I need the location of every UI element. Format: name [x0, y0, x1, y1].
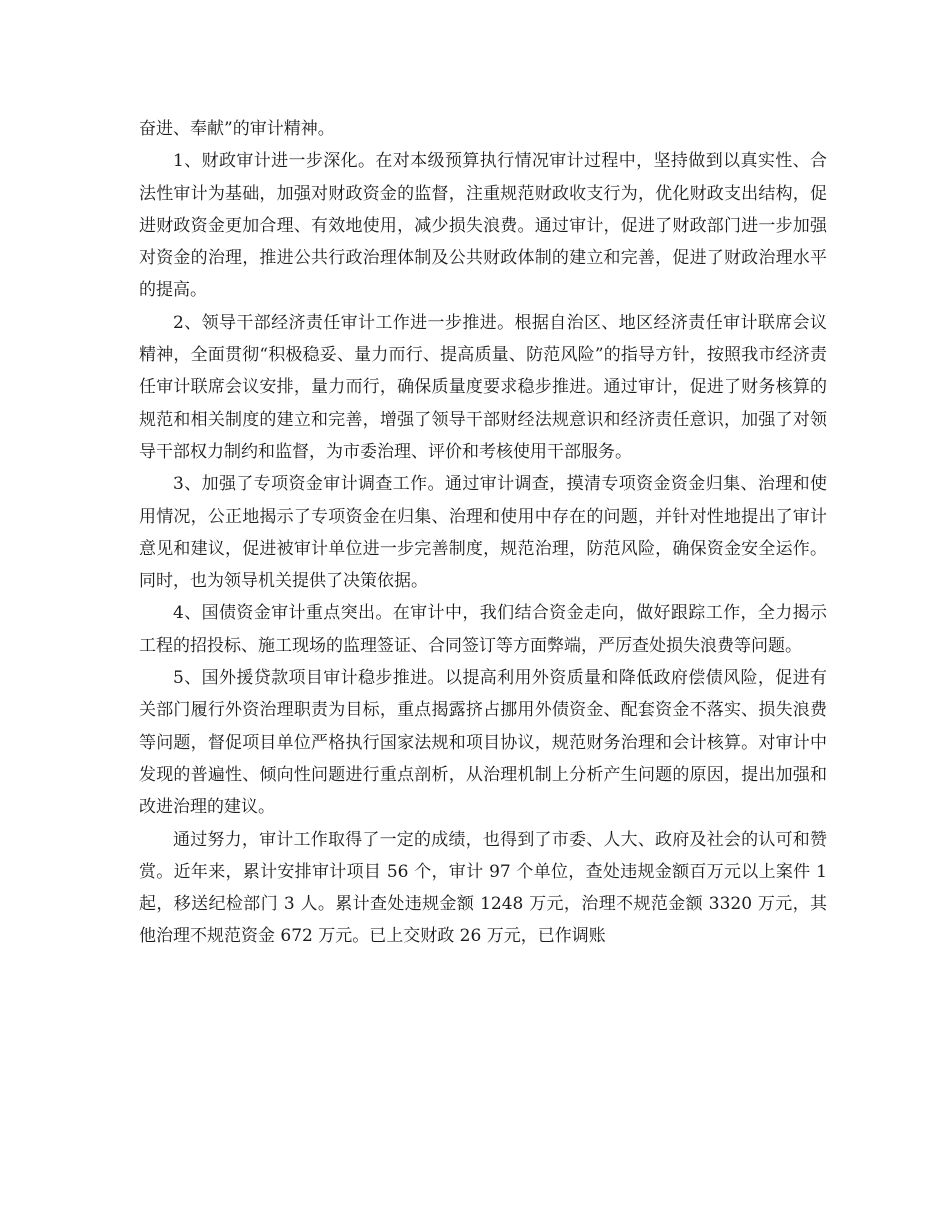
paragraph-fiscal-audit: 1、财政审计进一步深化。在对本级预算执行情况审计过程中，坚持做到以真实性、合法性审计为基础，加强对财政资金的监督，注重规范财政收支行为，优化财政支出结构，促进财政资金更加合理、有效地使用，减少损失浪费。通过审计，促进了财政部门进一步加强对资金的治理，推进公共行政治理体制及公共财政体制的建立和完善，促进了财政治理水平的提高。 [139, 151, 827, 301]
paragraph-special-funds-audit: 3、加强了专项资金审计调查工作。通过审计调查，摸清专项资金资金归集、治理和使用情况，公正地揭示了专项资金在归集、治理和使用中存在的问题，并针对性地提出了审计意见和建议，促进被审计单位进一步完善制度，规范治理，防范风险，确保资金安全运作。同时，也为领导机关提供了决策依据。 [139, 474, 827, 592]
paragraph-foreign-loan-audit: 5、国外援贷款项目审计稳步推进。以提高利用外资质量和降低政府偿债风险，促进有关部门履行外资治理职责为目标，重点揭露挤占挪用外债资金、配套资金不落实、损失浪费等问题，督促项目单位严格执行国家法规和项目协议，规范财务治理和会计核算。对审计中发现的普遍性、倾向性问题进行重点剖析，从治理机制上分析产生问题的原因，提出加强和改进治理的建议。 [139, 668, 827, 818]
paragraph-economic-responsibility-audit: 2、领导干部经济责任审计工作进一步推进。根据自治区、地区经济责任审计联席会议精神，全面贯彻“积极稳妥、量力而行、提高质量、防范风险”的指导方针，按照我市经济责任审计联席会议安排，量力而行，确保质量度要求稳步推进。通过审计，促进了财务核算的规范和相关制度的建立和完善，增强了领导干部财经法规意识和经济责任意识，加强了对领导干部权力制约和监督，为市委治理、评价和考核使用干部服务。 [139, 312, 827, 462]
paragraph-continuation: 奋进、奉献”的审计精神。 [139, 119, 335, 139]
document-body [139, 113, 827, 953]
paragraph-treasury-bond-audit: 4、国债资金审计重点突出。在审计中，我们结合资金走向，做好跟踪工作，全力揭示工程的招投标、施工现场的监理签证、合同签订等方面弊端，严厉查处损失浪费等问题。 [139, 603, 827, 656]
paragraph-achievements-summary: 通过努力，审计工作取得了一定的成绩，也得到了市委、人大、政府及社会的认可和赞赏。近年来，累计安排审计项目 56 个，审计 97 个单位，查处违规金额百万元以上案件 1 起，移送纪检部门 3 人。累计查处违规金额 1248 万元，治理不规范金额 3320 万元，其他治理不规范资金 672 万元。已上交财政 26 万元，已作调账 [139, 829, 827, 947]
